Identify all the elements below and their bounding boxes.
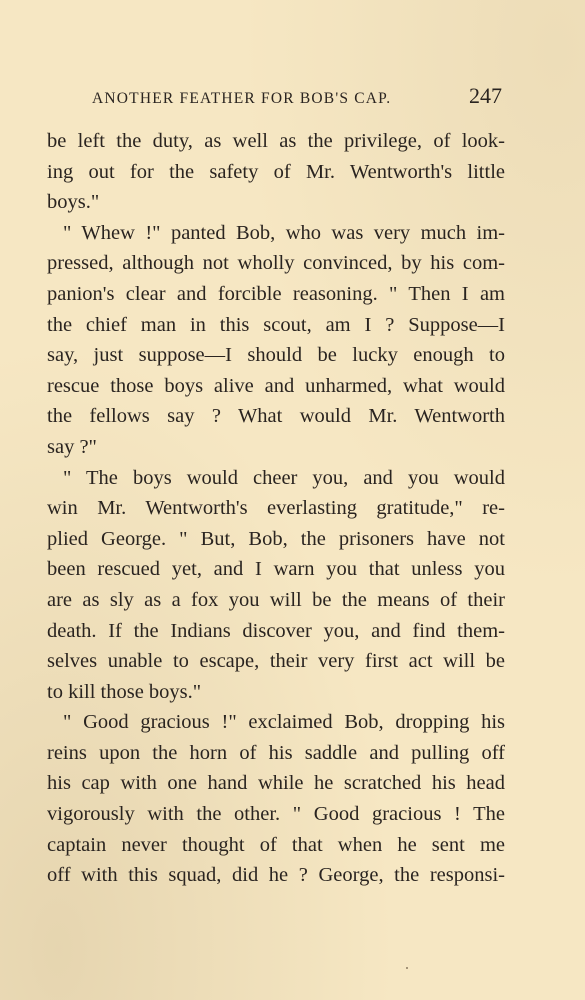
text-line: death. If the Indians discover you, and find them- <box>47 619 505 642</box>
text-line: to kill those boys." <box>47 680 202 703</box>
text-line: selves unable to escape, their very first act will be <box>47 650 505 673</box>
text-line: been rescued yet, and I warn you that unless you <box>47 558 505 581</box>
text-line: reins upon the horn of his saddle and pulling off <box>47 741 505 764</box>
body-text <box>47 126 505 891</box>
text-line: off with this squad, did he ? George, the responsi- <box>47 864 505 887</box>
text-line: say, just suppose—I should be lucky enough to <box>47 344 505 367</box>
page-number: 247 <box>469 83 502 108</box>
text-line: vigorously with the other. " Good gracious ! The <box>47 803 505 826</box>
text-line: the chief man in this scout, am I ? Suppose—I <box>47 313 505 336</box>
text-line: his cap with one hand while he scratched his head <box>47 772 505 795</box>
text-line: pressed, although not wholly convinced, by his com- <box>47 252 505 275</box>
text-line: plied George. " But, Bob, the prisoners have not <box>47 527 505 550</box>
text-line: " The boys would cheer you, and you would <box>63 466 505 489</box>
text-line: panion's clear and forcible reasoning. " Then I am <box>47 282 505 305</box>
text-line: be left the duty, as well as the privilege, of look- <box>47 130 505 152</box>
text-line: the fellows say ? What would Mr. Wentworth <box>47 405 505 428</box>
text-line: captain never thought of that when he sent me <box>47 833 505 856</box>
page-header <box>92 83 502 113</box>
text-line: are as sly as a fox you will be the means of their <box>47 588 505 611</box>
paper-speck <box>406 967 408 969</box>
text-line: " Whew !" panted Bob, who was very much im- <box>63 221 505 244</box>
text-line: boys." <box>47 191 100 214</box>
text-line: say ?" <box>47 435 97 458</box>
text-line: " Good gracious !" exclaimed Bob, dropping his <box>63 711 505 734</box>
text-line: win Mr. Wentworth's everlasting gratitude," re- <box>47 497 505 520</box>
text-line: ing out for the safety of Mr. Wentworth's little <box>47 160 505 183</box>
text-line: rescue those boys alive and unharmed, what would <box>47 374 505 397</box>
running-head: ANOTHER FEATHER FOR BOB'S CAP. <box>92 90 392 107</box>
